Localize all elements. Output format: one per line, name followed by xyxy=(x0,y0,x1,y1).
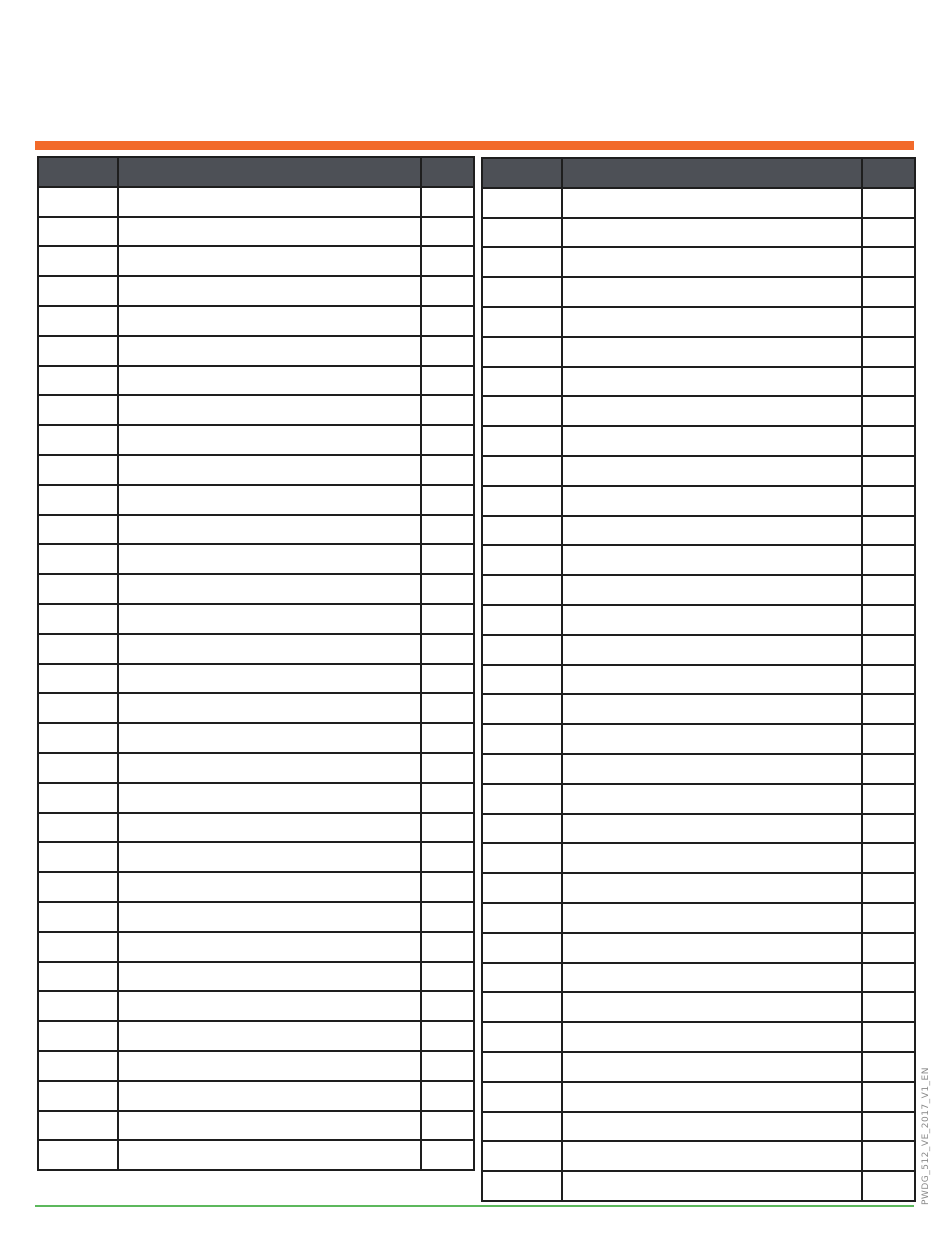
cell-description xyxy=(562,843,862,873)
header-cell-description xyxy=(118,157,421,187)
cell-description xyxy=(562,1052,862,1082)
document-code: PWDG_512_VE_2017_V1_EN xyxy=(921,1067,931,1205)
cell-description xyxy=(118,336,421,366)
table-header-row xyxy=(38,157,474,187)
table-row xyxy=(38,485,474,515)
cell-check xyxy=(421,455,474,485)
table-row xyxy=(38,604,474,634)
cell-check xyxy=(862,575,915,605)
cell-check xyxy=(862,843,915,873)
cell-code xyxy=(482,635,562,665)
table-row xyxy=(38,455,474,485)
table-row xyxy=(482,694,915,724)
table-row xyxy=(482,307,915,337)
cell-code xyxy=(38,1021,118,1051)
table-row xyxy=(482,1082,915,1112)
cell-code xyxy=(482,992,562,1022)
table-row xyxy=(38,1081,474,1111)
cell-check xyxy=(421,336,474,366)
table-row xyxy=(38,1140,474,1170)
cell-description xyxy=(118,395,421,425)
cell-code xyxy=(482,486,562,516)
cell-check xyxy=(862,635,915,665)
cell-description xyxy=(118,664,421,694)
header-cell-description xyxy=(562,158,862,188)
cell-check xyxy=(862,694,915,724)
table-row xyxy=(482,814,915,844)
cell-description xyxy=(118,1081,421,1111)
table-row xyxy=(38,217,474,247)
cell-check xyxy=(862,188,915,218)
cell-code xyxy=(482,724,562,754)
cell-check xyxy=(421,1140,474,1170)
table-row xyxy=(482,933,915,963)
cell-description xyxy=(118,604,421,634)
cell-check xyxy=(421,217,474,247)
cell-code xyxy=(38,306,118,336)
cell-description xyxy=(118,246,421,276)
table-row xyxy=(38,872,474,902)
table-row xyxy=(482,545,915,575)
cell-check xyxy=(862,963,915,993)
cell-code xyxy=(482,218,562,248)
cell-code xyxy=(38,604,118,634)
table-row xyxy=(482,784,915,814)
cell-description xyxy=(118,1021,421,1051)
cell-check xyxy=(421,842,474,872)
table-row xyxy=(482,277,915,307)
cell-description xyxy=(118,306,421,336)
cell-code xyxy=(38,723,118,753)
cell-description xyxy=(118,574,421,604)
cell-check xyxy=(862,933,915,963)
table-row xyxy=(482,516,915,546)
cell-code xyxy=(482,784,562,814)
header-cell-check xyxy=(421,157,474,187)
cell-description xyxy=(118,276,421,306)
cell-description xyxy=(562,456,862,486)
cell-description xyxy=(562,694,862,724)
header-cell-code xyxy=(482,158,562,188)
table-row xyxy=(482,665,915,695)
table-row xyxy=(38,246,474,276)
table-row xyxy=(38,932,474,962)
cell-check xyxy=(421,1021,474,1051)
cell-code xyxy=(38,962,118,992)
cell-check xyxy=(421,574,474,604)
header-cell-check xyxy=(862,158,915,188)
table-row xyxy=(38,753,474,783)
cell-check xyxy=(862,367,915,397)
cell-description xyxy=(562,307,862,337)
cell-description xyxy=(562,635,862,665)
cell-check xyxy=(421,872,474,902)
table-row xyxy=(482,456,915,486)
cell-code xyxy=(38,1081,118,1111)
cell-code xyxy=(482,456,562,486)
cell-code xyxy=(482,545,562,575)
cell-description xyxy=(118,932,421,962)
cell-code xyxy=(38,842,118,872)
cell-check xyxy=(421,544,474,574)
cell-code xyxy=(38,813,118,843)
cell-check xyxy=(421,366,474,396)
table-row xyxy=(482,426,915,456)
cell-check xyxy=(862,873,915,903)
cell-check xyxy=(421,783,474,813)
cell-description xyxy=(118,962,421,992)
cell-check xyxy=(862,1141,915,1171)
table-row xyxy=(38,991,474,1021)
cell-description xyxy=(118,693,421,723)
cell-check xyxy=(862,1112,915,1142)
cell-check xyxy=(421,634,474,664)
cell-check xyxy=(862,545,915,575)
table-row xyxy=(482,337,915,367)
table-row xyxy=(38,813,474,843)
cell-code xyxy=(482,694,562,724)
table-row xyxy=(482,247,915,277)
table-row xyxy=(38,783,474,813)
cell-check xyxy=(421,515,474,545)
cell-code xyxy=(38,783,118,813)
table-row xyxy=(38,425,474,455)
cell-code xyxy=(38,515,118,545)
cell-code xyxy=(482,1022,562,1052)
table-row xyxy=(38,723,474,753)
cell-code xyxy=(38,246,118,276)
table-row xyxy=(482,486,915,516)
cell-code xyxy=(482,933,562,963)
table-row xyxy=(482,724,915,754)
table-row xyxy=(38,336,474,366)
cell-description xyxy=(562,605,862,635)
cell-check xyxy=(421,1111,474,1141)
cell-code xyxy=(482,814,562,844)
cell-check xyxy=(421,425,474,455)
cell-code xyxy=(482,1112,562,1142)
cell-code xyxy=(482,665,562,695)
cell-check xyxy=(862,426,915,456)
cell-check xyxy=(862,724,915,754)
table-row xyxy=(38,187,474,217)
cell-check xyxy=(421,991,474,1021)
cell-code xyxy=(38,872,118,902)
cell-code xyxy=(482,188,562,218)
cell-description xyxy=(562,754,862,784)
cell-code xyxy=(482,247,562,277)
cell-description xyxy=(562,575,862,605)
cell-code xyxy=(38,693,118,723)
cell-check xyxy=(421,485,474,515)
cell-description xyxy=(118,455,421,485)
cell-code xyxy=(38,1140,118,1170)
bottom-rule xyxy=(35,1205,914,1207)
cell-check xyxy=(421,693,474,723)
table-row xyxy=(482,873,915,903)
table-row xyxy=(482,367,915,397)
left-table xyxy=(37,156,475,1171)
cell-check xyxy=(862,247,915,277)
cell-code xyxy=(482,1141,562,1171)
cell-description xyxy=(118,902,421,932)
table-row xyxy=(38,693,474,723)
cell-description xyxy=(562,963,862,993)
table-row xyxy=(482,218,915,248)
table-row xyxy=(482,754,915,784)
cell-description xyxy=(118,187,421,217)
cell-check xyxy=(421,962,474,992)
cell-code xyxy=(482,575,562,605)
cell-code xyxy=(482,1052,562,1082)
cell-code xyxy=(38,187,118,217)
table-row xyxy=(38,1051,474,1081)
cell-code xyxy=(482,873,562,903)
cell-description xyxy=(562,873,862,903)
cell-check xyxy=(421,932,474,962)
cell-code xyxy=(482,307,562,337)
cell-code xyxy=(482,277,562,307)
table-row xyxy=(38,574,474,604)
cell-code xyxy=(38,336,118,366)
cell-code xyxy=(38,664,118,694)
cell-code xyxy=(38,276,118,306)
cell-description xyxy=(118,634,421,664)
cell-check xyxy=(421,813,474,843)
cell-description xyxy=(118,872,421,902)
cell-code xyxy=(38,902,118,932)
cell-code xyxy=(38,753,118,783)
cell-check xyxy=(421,246,474,276)
cell-check xyxy=(862,814,915,844)
cell-description xyxy=(118,1111,421,1141)
table-row xyxy=(38,395,474,425)
cell-description xyxy=(562,277,862,307)
cell-description xyxy=(118,991,421,1021)
cell-code xyxy=(482,754,562,784)
table-row xyxy=(482,188,915,218)
table-row xyxy=(482,1052,915,1082)
cell-description xyxy=(562,903,862,933)
cell-check xyxy=(862,277,915,307)
cell-description xyxy=(562,367,862,397)
cell-code xyxy=(482,516,562,546)
cell-code xyxy=(38,455,118,485)
cell-description xyxy=(562,426,862,456)
cell-check xyxy=(862,486,915,516)
cell-description xyxy=(118,813,421,843)
cell-code xyxy=(38,366,118,396)
cell-check xyxy=(862,784,915,814)
cell-code xyxy=(482,605,562,635)
cell-description xyxy=(562,724,862,754)
cell-description xyxy=(118,515,421,545)
table-row xyxy=(38,1021,474,1051)
cell-code xyxy=(482,1171,562,1201)
table-row xyxy=(38,544,474,574)
cell-check xyxy=(862,754,915,784)
cell-code xyxy=(482,337,562,367)
table-row xyxy=(482,903,915,933)
cell-description xyxy=(562,784,862,814)
table-row xyxy=(38,1111,474,1141)
cell-check xyxy=(862,665,915,695)
table-row xyxy=(38,664,474,694)
cell-check xyxy=(421,753,474,783)
cell-description xyxy=(562,814,862,844)
cell-description xyxy=(562,218,862,248)
cell-code xyxy=(38,544,118,574)
cell-check xyxy=(421,395,474,425)
table-row xyxy=(482,575,915,605)
cell-description xyxy=(562,1141,862,1171)
cell-description xyxy=(562,933,862,963)
table-row xyxy=(38,902,474,932)
cell-description xyxy=(118,753,421,783)
cell-description xyxy=(562,665,862,695)
cell-description xyxy=(562,1082,862,1112)
cell-code xyxy=(482,396,562,426)
table-row xyxy=(482,1141,915,1171)
cell-description xyxy=(118,723,421,753)
cell-description xyxy=(118,544,421,574)
cell-description xyxy=(118,1140,421,1170)
cell-code xyxy=(38,217,118,247)
cell-check xyxy=(862,307,915,337)
table-row xyxy=(38,842,474,872)
table-row xyxy=(482,1171,915,1201)
cell-description xyxy=(562,1022,862,1052)
cell-code xyxy=(38,634,118,664)
cell-code xyxy=(482,843,562,873)
cell-check xyxy=(421,1051,474,1081)
cell-check xyxy=(421,902,474,932)
cell-code xyxy=(482,1082,562,1112)
table-row xyxy=(38,366,474,396)
cell-code xyxy=(38,991,118,1021)
cell-code xyxy=(482,426,562,456)
cell-check xyxy=(862,218,915,248)
cell-description xyxy=(562,188,862,218)
cell-code xyxy=(38,485,118,515)
accent-bar xyxy=(35,141,914,150)
cell-check xyxy=(421,276,474,306)
table-row xyxy=(482,843,915,873)
cell-code xyxy=(38,1111,118,1141)
cell-description xyxy=(562,247,862,277)
cell-code xyxy=(38,574,118,604)
cell-code xyxy=(482,963,562,993)
table-row xyxy=(38,306,474,336)
header-cell-code xyxy=(38,157,118,187)
cell-check xyxy=(862,1171,915,1201)
cell-check xyxy=(421,723,474,753)
cell-description xyxy=(118,783,421,813)
table-row xyxy=(482,396,915,426)
cell-check xyxy=(862,992,915,1022)
cell-check xyxy=(862,456,915,486)
cell-description xyxy=(562,1171,862,1201)
cell-description xyxy=(562,992,862,1022)
cell-check xyxy=(421,1081,474,1111)
cell-check xyxy=(421,187,474,217)
cell-check xyxy=(862,516,915,546)
cell-description xyxy=(562,516,862,546)
table-row xyxy=(482,635,915,665)
cell-check xyxy=(421,306,474,336)
table-header-row xyxy=(482,158,915,188)
cell-description xyxy=(562,486,862,516)
table-row xyxy=(482,1112,915,1142)
cell-code xyxy=(482,903,562,933)
cell-check xyxy=(862,605,915,635)
cell-description xyxy=(118,842,421,872)
table-row xyxy=(482,992,915,1022)
cell-description xyxy=(118,366,421,396)
cell-code xyxy=(38,1051,118,1081)
cell-check xyxy=(421,664,474,694)
table-row xyxy=(38,515,474,545)
table-row xyxy=(38,634,474,664)
cell-code xyxy=(482,367,562,397)
cell-description xyxy=(118,425,421,455)
table-row xyxy=(482,605,915,635)
cell-check xyxy=(862,337,915,367)
cell-description xyxy=(562,396,862,426)
cell-check xyxy=(862,903,915,933)
table-row xyxy=(38,276,474,306)
cell-description xyxy=(562,337,862,367)
cell-check xyxy=(862,1082,915,1112)
table-row xyxy=(482,963,915,993)
cell-description xyxy=(118,485,421,515)
cell-code xyxy=(38,395,118,425)
cell-check xyxy=(862,1052,915,1082)
right-table xyxy=(481,157,916,1202)
cell-description xyxy=(562,1112,862,1142)
cell-check xyxy=(421,604,474,634)
cell-code xyxy=(38,932,118,962)
table-row xyxy=(482,1022,915,1052)
cell-check xyxy=(862,396,915,426)
cell-code xyxy=(38,425,118,455)
cell-check xyxy=(862,1022,915,1052)
cell-description xyxy=(562,545,862,575)
cell-description xyxy=(118,1051,421,1081)
cell-description xyxy=(118,217,421,247)
table-row xyxy=(38,962,474,992)
